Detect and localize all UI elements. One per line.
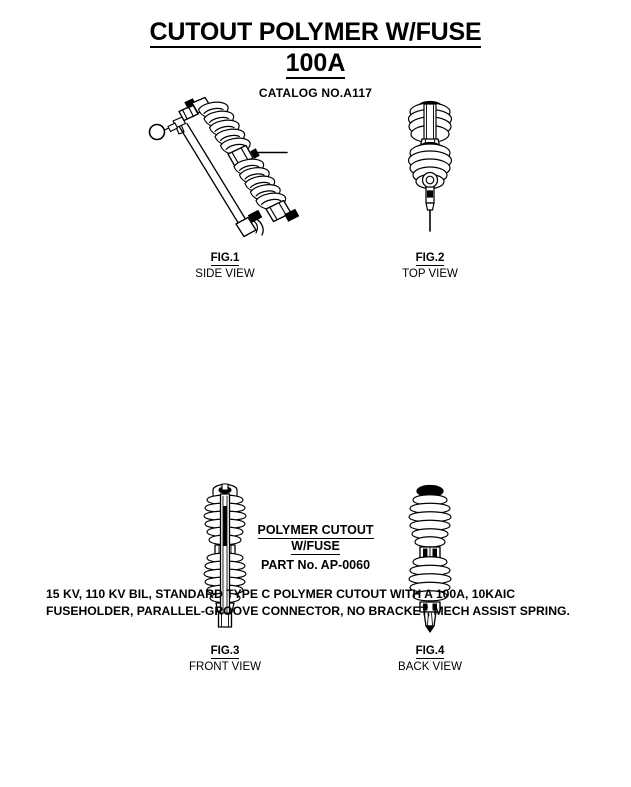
figure-3-caption bbox=[135, 641, 315, 674]
figure-4-view: BACK VIEW bbox=[398, 661, 462, 673]
page-subtitle bbox=[0, 49, 631, 79]
figure-3-view: FRONT VIEW bbox=[189, 661, 261, 673]
page-title-text: CUTOUT POLYMER W/FUSE bbox=[149, 18, 482, 46]
product-name-line-1 bbox=[0, 523, 631, 539]
catalog-number: CATALOG NO.A117 bbox=[258, 86, 373, 100]
figure-2-caption bbox=[340, 248, 520, 281]
figure-2-view: TOP VIEW bbox=[402, 268, 458, 280]
product-description bbox=[46, 586, 586, 619]
figure-2 bbox=[340, 96, 520, 281]
product-name-line-2 bbox=[0, 539, 631, 555]
figure-4 bbox=[340, 482, 520, 674]
product-title-block bbox=[0, 523, 631, 573]
title-block bbox=[0, 18, 631, 100]
page-subtitle-text: 100A bbox=[285, 49, 346, 77]
figure-3-number: FIG.3 bbox=[210, 645, 240, 657]
figure-2-number: FIG.2 bbox=[415, 252, 445, 264]
figure-1-drawing bbox=[135, 96, 315, 244]
figure-row-top bbox=[0, 96, 631, 292]
figure-1 bbox=[135, 96, 315, 281]
figure-2-drawing bbox=[340, 96, 520, 244]
figure-1-caption bbox=[135, 248, 315, 281]
figure-1-view: SIDE VIEW bbox=[195, 268, 255, 280]
figure-4-caption bbox=[340, 641, 520, 674]
description-line-1: 15 KV, 110 KV BIL, STANDARD TYPE C POLYMER CUTOUT WITH A 100A, 10KAIC bbox=[46, 587, 516, 601]
description-line-2: FUSEHOLDER, PARALLEL-GROOVE CONNECTOR, NO BRACKET, MECH ASSIST SPRING. bbox=[46, 603, 570, 618]
page-title bbox=[0, 18, 631, 48]
product-name-line-2-text: W/FUSE bbox=[291, 539, 340, 553]
product-name-line-1-text: POLYMER CUTOUT bbox=[257, 523, 374, 537]
figure-1-number: FIG.1 bbox=[210, 252, 240, 264]
figure-4-number: FIG.4 bbox=[415, 645, 445, 657]
part-number: PART No. AP-0060 bbox=[260, 558, 371, 572]
figure-3 bbox=[135, 482, 315, 674]
